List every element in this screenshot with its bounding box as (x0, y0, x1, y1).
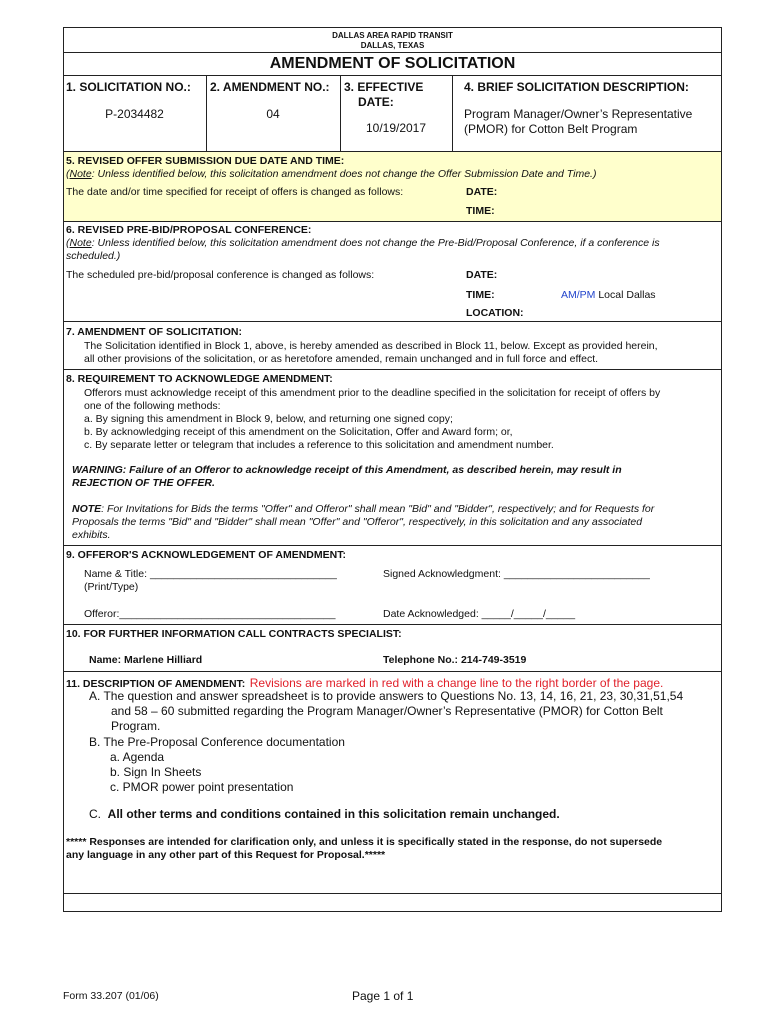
block8-text: Offerors must acknowledge receipt of this amendment prior to the deadline specified in the solicitation for receipt of offers by one of the following methods: a. By signing this amendment in Block 9, below, and returning one signed copy; b. By acknowledging receipt of this amendment on the Solicitation, Offer and Award form; or, c. By separate letter or telegram that includes a reference to this solicitation and amendment number. (84, 387, 661, 451)
description-value: Program Manager/Owner’s Representative (PMOR) for Cotton Belt Program (464, 107, 693, 136)
block9-title: 9. OFFEROR'S ACKNOWLEDGEMENT OF AMENDMENT: (66, 549, 346, 561)
block6-location-label: LOCATION: (466, 307, 524, 319)
block8-warning: WARNING: Failure of an Offeror to acknowledge receipt of this Amendment, as described herein, may result in REJECTION OF THE OFFER. (72, 464, 622, 489)
disclaimer: ***** Responses are intended for clarification only, and unless it is specifically stated in the response, do not supersede any language in any other part of this Request for Proposal.***** (66, 836, 663, 861)
description-label: 4. BRIEF SOLICITATION DESCRIPTION: (464, 80, 689, 94)
solicitation-no-label: 1. SOLICITATION NO.: (66, 80, 191, 94)
block5-note: (Note: Unless identified below, this solicitation amendment does not change the Offer Submission Date and Time.) (66, 168, 597, 180)
signed-ack-field[interactable]: Signed Acknowledgment: _________________________ (383, 568, 650, 580)
block6-title: 6. REVISED PRE-BID/PROPOSAL CONFERENCE: (66, 224, 312, 236)
contact-name: Name: Marlene Hilliard (89, 654, 203, 666)
block5-date-label: DATE: (466, 186, 498, 198)
block6-note-cont: scheduled.) (66, 250, 121, 262)
item-a: A. The question and answer spreadsheet is to provide answers to Questions No. 13, 14, 16, 21, 23, 30,31,51,54 and 58 – 60 submitted regarding the Program Manager/Owner’s Representative (PMOR) for Cotton Belt Program. (89, 689, 684, 733)
list-item: c. By separate letter or telegram that includes a reference to this solicitation and amendment number. (84, 439, 554, 451)
block8-title: 8. REQUIREMENT TO ACKNOWLEDGE AMENDMENT: (66, 373, 333, 385)
contact-phone: Telephone No.: 214-749-3519 (383, 654, 527, 666)
block5-text: The date and/or time specified for receipt of offers is changed as follows: (66, 186, 404, 198)
divider (452, 75, 453, 151)
item-b-list (110, 750, 293, 795)
list-item: b. Sign In Sheets (110, 765, 202, 779)
divider (63, 221, 722, 222)
solicitation-no-value: P-2034482 (105, 107, 164, 121)
org-city: DALLAS, TEXAS (360, 41, 425, 50)
block10-title: 10. FOR FURTHER INFORMATION CALL CONTRACTS SPECIALIST: (66, 628, 402, 640)
block6-note: (Note: Unless identified below, this solicitation amendment does not change the Pre-Bid/Proposal Conference, if a conference is (66, 237, 660, 249)
divider (340, 75, 341, 151)
block7-title: 7. AMENDMENT OF SOLICITATION: (66, 326, 242, 338)
divider (63, 671, 722, 672)
block8-note: NOTE: For Invitations for Bids the terms "Offer" and Offeror" shall mean "Bid" and "Bidder", respectively; and for Requests for Proposals the terms "Bid" and "Bidder" shall mean "Offer" and "Offeror", respectively, in this solicitation and any associated exhibits. (72, 503, 655, 541)
form-title: AMENDMENT OF SOLICITATION (269, 55, 516, 72)
print-type-label: (Print/Type) (84, 581, 139, 593)
divider (63, 624, 722, 625)
amendment-no-label: 2. AMENDMENT NO.: (210, 80, 330, 94)
block11-title: 11. DESCRIPTION OF AMENDMENT: Revisions are marked in red with a change line to the right border of the page. (66, 676, 664, 690)
divider (63, 321, 722, 322)
divider (63, 369, 722, 370)
divider (63, 893, 722, 894)
item-c: C. All other terms and conditions contained in this solicitation remain unchanged. (89, 807, 560, 821)
divider (63, 545, 722, 546)
name-title-field[interactable]: Name & Title: ________________________________ (84, 568, 337, 580)
offeror-field[interactable]: Offeror:_____________________________________ (84, 608, 336, 620)
block6-time-value: AM/PM Local Dallas (561, 289, 656, 301)
block6-text: The scheduled pre-bid/proposal conference is changed as follows: (66, 269, 375, 281)
amendment-no-value: 04 (266, 107, 280, 121)
org-name: DALLAS AREA RAPID TRANSIT (332, 31, 453, 40)
effective-date-value: 10/19/2017 (365, 121, 427, 135)
org-header (63, 31, 722, 51)
block5-title: 5. REVISED OFFER SUBMISSION DUE DATE AND TIME: (66, 155, 345, 167)
effective-date-label: 3. EFFECTIVE DATE: (344, 80, 424, 109)
divider (63, 52, 722, 53)
block7-text: The Solicitation identified in Block 1, above, is hereby amended as described in Block 11, below. Except as provided herein, all other provisions of the solicitation, or as heretofore amended, remain unchanged and in full force and effect. (84, 340, 658, 365)
page-number: Page 1 of 1 (352, 989, 414, 1003)
block6-date-label: DATE: (466, 269, 498, 281)
list-item: c. PMOR power point presentation (110, 780, 294, 794)
item-b: B. The Pre-Proposal Conference documentation (89, 735, 345, 749)
divider (63, 75, 722, 76)
form-number: Form 33.207 (01/06) (63, 990, 159, 1002)
block6-time-label: TIME: (466, 289, 495, 301)
block5-time-label: TIME: (466, 205, 495, 217)
list-item: a. By signing this amendment in Block 9, below, and returning one signed copy; (84, 413, 453, 425)
list-item: a. Agenda (110, 750, 165, 764)
date-ack-field[interactable]: Date Acknowledged: _____/_____/_____ (383, 608, 576, 620)
list-item: b. By acknowledging receipt of this amendment on the Solicitation, Offer and Award form; or, (84, 426, 513, 438)
